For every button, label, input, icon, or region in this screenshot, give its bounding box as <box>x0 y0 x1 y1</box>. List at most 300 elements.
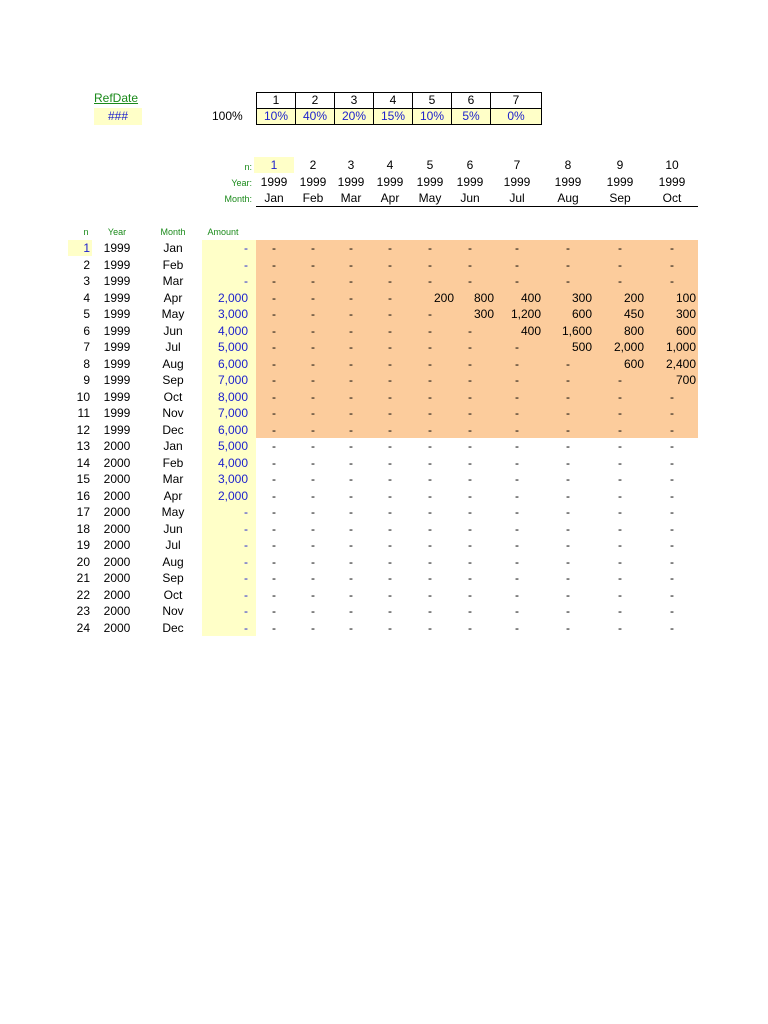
grid-cell: - <box>428 241 432 255</box>
grid-cell: - <box>468 472 472 486</box>
grid-cell: - <box>515 472 519 486</box>
header-col-n: 9 <box>616 158 624 172</box>
grid-cell: - <box>566 472 570 486</box>
weight-index: 4 <box>374 93 413 109</box>
row-amount-input[interactable]: - <box>244 620 248 635</box>
grid-cell: - <box>428 472 432 486</box>
grid-cell: - <box>349 389 353 404</box>
weight-index: 6 <box>452 93 491 109</box>
grid-cell: - <box>272 505 276 519</box>
header-col-month: Oct <box>662 191 682 205</box>
grid-cell: - <box>515 505 519 519</box>
header-col-year: 1999 <box>260 174 288 189</box>
row-month: Nov <box>162 406 184 420</box>
row-month: Apr <box>163 290 183 305</box>
weight-index: 5 <box>413 93 452 109</box>
grid-cell: 1,600 <box>561 323 592 338</box>
row-amount-input[interactable]: 4,000 <box>217 455 248 470</box>
row-n: 2 <box>83 257 90 272</box>
row-year: 2000 <box>103 505 131 519</box>
grid-cell: - <box>428 356 432 371</box>
grid-cell: - <box>428 587 432 602</box>
weight-percent-input[interactable]: 10% <box>257 109 296 125</box>
grid-cell: - <box>618 505 622 519</box>
grid-cell: - <box>468 505 472 519</box>
row-month: Nov <box>162 604 184 618</box>
grid-cell: - <box>428 604 432 618</box>
grid-cell: - <box>349 307 353 321</box>
grid-cell: - <box>515 587 519 602</box>
grid-cell: - <box>428 538 432 552</box>
grid-cell: - <box>468 538 472 552</box>
row-amount-input[interactable]: - <box>244 571 248 585</box>
row-n: 6 <box>83 323 90 338</box>
row-n: 5 <box>83 307 90 321</box>
grid-cell: - <box>515 257 519 272</box>
row-amount-input[interactable]: 6,000 <box>217 356 248 371</box>
grid-cell: 450 <box>623 307 644 321</box>
grid-cell: - <box>670 422 674 437</box>
header-col-year: 1999 <box>299 174 327 189</box>
grid-cell: - <box>468 620 472 635</box>
grid-cell: - <box>272 406 276 420</box>
weight-percent-input[interactable]: 15% <box>374 109 413 125</box>
grid-cell: - <box>349 241 353 255</box>
header-col-n: 2 <box>309 158 317 172</box>
row-n: 24 <box>76 620 90 635</box>
grid-cell: - <box>468 406 472 420</box>
grid-cell: - <box>272 472 276 486</box>
grid-cell: - <box>311 323 315 338</box>
grid-cell: - <box>388 488 392 503</box>
grid-cell: - <box>272 439 276 453</box>
grid-cell: - <box>618 521 622 536</box>
grid-cell: - <box>566 604 570 618</box>
header-col-year: 1999 <box>416 174 444 189</box>
grid-cell: - <box>468 373 472 387</box>
weight-percent-input[interactable]: 20% <box>335 109 374 125</box>
grid-cell: - <box>515 521 519 536</box>
grid-cell: - <box>311 340 315 354</box>
header-col-month: Aug <box>557 191 579 205</box>
grid-cell: - <box>311 505 315 519</box>
row-month: Jun <box>163 323 183 338</box>
row-year: 1999 <box>103 257 131 272</box>
weight-index: 2 <box>296 93 335 109</box>
grid-cell: 1,200 <box>510 307 541 321</box>
row-year: 2000 <box>103 538 131 552</box>
header-col-n: 6 <box>466 158 474 172</box>
weight-percent-input[interactable]: 40% <box>296 109 335 125</box>
grid-cell: - <box>311 439 315 453</box>
grid-cell: - <box>388 373 392 387</box>
row-month: May <box>161 505 185 519</box>
grid-cell: - <box>670 472 674 486</box>
row-month: Dec <box>162 422 184 437</box>
grid-cell: - <box>515 554 519 569</box>
grid-cell: - <box>618 554 622 569</box>
grid-cell: 600 <box>675 323 696 338</box>
grid-cell: - <box>349 274 353 288</box>
grid-cell: - <box>349 488 353 503</box>
grid-cell: - <box>428 521 432 536</box>
row-amount-input[interactable]: 5,000 <box>217 439 248 453</box>
grid-cell: - <box>272 422 276 437</box>
row-month: Oct <box>163 587 183 602</box>
row-n: 23 <box>76 604 90 618</box>
row-month: Sep <box>162 373 184 387</box>
header-col-n: 1 <box>254 157 294 173</box>
row-year: 1999 <box>103 406 131 420</box>
grid-cell: 500 <box>571 340 592 354</box>
grid-cell: - <box>272 554 276 569</box>
grid-cell: - <box>468 604 472 618</box>
grid-cell: 300 <box>675 307 696 321</box>
grid-cell: - <box>388 604 392 618</box>
grid-cell: - <box>428 389 432 404</box>
header-year-label: Year: <box>231 178 252 188</box>
row-month: Jul <box>165 538 181 552</box>
row-month: Mar <box>162 472 184 486</box>
row-amount-input[interactable]: 3,000 <box>217 307 248 321</box>
grid-cell: - <box>311 274 315 288</box>
grid-cell: - <box>428 571 432 585</box>
row-amount-input[interactable]: 7,000 <box>217 406 248 420</box>
grid-cell: - <box>388 340 392 354</box>
header-col-n: 8 <box>564 158 572 172</box>
row-amount-input[interactable]: 7,000 <box>217 373 248 387</box>
row-year: 2000 <box>103 488 131 503</box>
grid-cell: - <box>566 587 570 602</box>
row-year: 2000 <box>103 439 131 453</box>
grid-cell: - <box>349 521 353 536</box>
grid-cell: - <box>468 323 472 338</box>
col-header-amount: Amount <box>207 227 239 237</box>
header-month-label: Month: <box>224 194 252 204</box>
grid-cell: - <box>388 257 392 272</box>
row-amount-input[interactable]: - <box>244 554 248 569</box>
grid-cell: - <box>272 373 276 387</box>
grid-cell: - <box>468 356 472 371</box>
row-year: 1999 <box>103 340 131 354</box>
grid-cell: - <box>670 521 674 536</box>
row-amount-input[interactable]: 6,000 <box>217 422 248 437</box>
row-year: 1999 <box>103 274 131 288</box>
grid-cell: - <box>272 307 276 321</box>
grid-cell: - <box>311 257 315 272</box>
grid-cell: 800 <box>623 323 644 338</box>
grid-cell: - <box>515 373 519 387</box>
grid-cell: - <box>468 340 472 354</box>
grid-cell: 600 <box>571 307 592 321</box>
grid-cell: - <box>272 290 276 305</box>
grid-cell: - <box>515 604 519 618</box>
header-col-year: 1999 <box>337 174 365 189</box>
grid-cell: - <box>515 406 519 420</box>
grid-cell: - <box>670 554 674 569</box>
grid-cell: - <box>468 241 472 255</box>
grid-cell: - <box>468 571 472 585</box>
grid-cell: - <box>311 307 315 321</box>
grid-cell: - <box>311 373 315 387</box>
grid-cell: - <box>428 620 432 635</box>
grid-cell: - <box>311 521 315 536</box>
grid-cell: - <box>468 439 472 453</box>
grid-cell: - <box>670 505 674 519</box>
grid-cell: - <box>566 389 570 404</box>
grid-cell: - <box>311 422 315 437</box>
grid-cell: 400 <box>520 323 541 338</box>
grid-cell: - <box>566 356 570 371</box>
grid-cell: - <box>428 554 432 569</box>
weight-percent-input[interactable]: 5% <box>452 109 491 125</box>
grid-cell: - <box>515 439 519 453</box>
grid-cell: - <box>388 587 392 602</box>
grid-cell: - <box>388 241 392 255</box>
row-n: 1 <box>83 241 90 255</box>
grid-cell: - <box>618 455 622 470</box>
grid-cell: - <box>670 455 674 470</box>
grid-cell: 200 <box>623 290 644 305</box>
row-month: Mar <box>162 274 184 288</box>
header-col-n: 7 <box>513 158 521 172</box>
grid-cell: - <box>428 323 432 338</box>
row-amount-input[interactable]: 5,000 <box>217 340 248 354</box>
grid-cell: 300 <box>473 307 494 321</box>
grid-cell: - <box>388 307 392 321</box>
row-amount-input[interactable]: - <box>244 241 248 255</box>
grid-cell: - <box>670 257 674 272</box>
grid-cell: - <box>349 340 353 354</box>
row-amount-input[interactable]: 8,000 <box>217 389 248 404</box>
row-amount-input[interactable]: - <box>244 604 248 618</box>
grid-cell: - <box>349 505 353 519</box>
header-underline <box>256 206 698 207</box>
grid-cell: 1,000 <box>665 340 696 354</box>
row-n: 14 <box>76 455 90 470</box>
grid-cell: - <box>388 274 392 288</box>
grid-cell: - <box>670 389 674 404</box>
row-year: 2000 <box>103 587 131 602</box>
grid-cell: - <box>566 373 570 387</box>
row-month: Jan <box>163 241 183 255</box>
grid-cell: 800 <box>473 290 494 305</box>
grid-cell: - <box>311 455 315 470</box>
row-n: 7 <box>83 340 90 354</box>
grid-cell: - <box>311 290 315 305</box>
grid-cell: - <box>311 538 315 552</box>
grid-cell: - <box>468 274 472 288</box>
row-amount-input[interactable]: 4,000 <box>217 323 248 338</box>
grid-cell: - <box>272 571 276 585</box>
grid-cell: - <box>618 373 622 387</box>
grid-cell: - <box>670 274 674 288</box>
grid-cell: - <box>618 538 622 552</box>
grid-cell: - <box>388 455 392 470</box>
grid-cell: - <box>566 455 570 470</box>
grid-cell: - <box>349 554 353 569</box>
grid-cell: - <box>670 571 674 585</box>
row-year: 1999 <box>103 307 131 321</box>
refdate-value-cell[interactable]: ### <box>94 108 142 125</box>
grid-cell: - <box>311 241 315 255</box>
row-year: 1999 <box>103 389 131 404</box>
row-n: 11 <box>77 406 90 420</box>
grid-cell: - <box>388 290 392 305</box>
row-year: 1999 <box>103 356 131 371</box>
grid-cell: - <box>428 422 432 437</box>
header-col-month: Jul <box>509 191 525 205</box>
grid-cell: - <box>311 604 315 618</box>
row-month: Feb <box>162 455 184 470</box>
weight-percent-input[interactable]: 10% <box>413 109 452 125</box>
grid-cell: 200 <box>433 290 454 305</box>
grid-cell: - <box>428 274 432 288</box>
row-amount-input[interactable]: - <box>244 505 248 519</box>
grid-cell: - <box>618 571 622 585</box>
grid-cell: - <box>349 587 353 602</box>
grid-cell: - <box>272 488 276 503</box>
grid-cell: - <box>618 406 622 420</box>
col-header-n: n <box>83 227 89 237</box>
grid-cell: - <box>566 554 570 569</box>
grid-cell: - <box>670 587 674 602</box>
grid-cell: - <box>618 422 622 437</box>
row-amount-input[interactable]: 3,000 <box>217 472 248 486</box>
grid-cell: - <box>428 455 432 470</box>
row-n: 9 <box>83 373 90 387</box>
row-year: 2000 <box>103 571 131 585</box>
total-percent: 100% <box>212 109 243 123</box>
grid-cell: - <box>349 373 353 387</box>
grid-cell: - <box>670 406 674 420</box>
grid-cell: - <box>428 257 432 272</box>
grid-cell: - <box>428 307 432 321</box>
grid-cell: - <box>388 472 392 486</box>
weight-index: 7 <box>491 93 542 109</box>
grid-cell: - <box>618 389 622 404</box>
grid-cell: - <box>272 340 276 354</box>
grid-cell: - <box>468 554 472 569</box>
grid-cell: - <box>618 604 622 618</box>
grid-cell: - <box>566 422 570 437</box>
grid-cell: - <box>272 257 276 272</box>
row-amount-input[interactable]: - <box>244 521 248 536</box>
row-n: 4 <box>83 290 90 305</box>
grid-cell: - <box>515 538 519 552</box>
grid-cell: - <box>272 356 276 371</box>
grid-cell: - <box>566 505 570 519</box>
row-amount-input[interactable]: 2,000 <box>217 290 248 305</box>
row-year: 2000 <box>103 472 131 486</box>
row-amount-input[interactable]: - <box>244 587 248 602</box>
grid-cell: - <box>515 571 519 585</box>
weight-percent-input[interactable]: 0% <box>491 109 542 125</box>
grid-cell: - <box>388 323 392 338</box>
row-year: 1999 <box>103 241 131 255</box>
grid-cell: - <box>388 389 392 404</box>
row-month: Dec <box>162 620 184 635</box>
grid-cell: - <box>349 455 353 470</box>
grid-cell: - <box>349 604 353 618</box>
grid-cell: - <box>311 620 315 635</box>
row-month: Apr <box>163 488 183 503</box>
grid-cell: - <box>349 290 353 305</box>
grid-cell: - <box>311 389 315 404</box>
grid-cell: - <box>388 521 392 536</box>
row-month: Aug <box>162 554 184 569</box>
row-n: 12 <box>76 422 90 437</box>
col-header-year: Year <box>107 227 127 237</box>
grid-cell: - <box>349 472 353 486</box>
row-n: 10 <box>76 389 90 404</box>
grid-cell: - <box>618 241 622 255</box>
grid-cell: 700 <box>675 373 696 387</box>
row-amount-input[interactable]: - <box>244 274 248 288</box>
header-n-label: n: <box>244 162 252 172</box>
grid-cell: - <box>349 620 353 635</box>
grid-cell: - <box>566 571 570 585</box>
row-month: May <box>161 307 185 321</box>
grid-cell: - <box>515 241 519 255</box>
grid-cell: - <box>670 241 674 255</box>
grid-cell: - <box>349 356 353 371</box>
grid-cell: - <box>388 620 392 635</box>
row-n: 22 <box>76 587 90 602</box>
grid-cell: - <box>468 257 472 272</box>
header-col-month: Mar <box>340 191 362 205</box>
grid-cell: - <box>428 373 432 387</box>
grid-cell: - <box>311 571 315 585</box>
row-amount-input[interactable]: 2,000 <box>217 488 248 503</box>
row-n: 15 <box>76 472 90 486</box>
refdate-label[interactable]: RefDate <box>94 91 139 105</box>
grid-cell: - <box>388 439 392 453</box>
grid-cell: - <box>670 620 674 635</box>
grid-cell: - <box>515 356 519 371</box>
grid-cell: - <box>428 340 432 354</box>
grid-cell: - <box>618 472 622 486</box>
grid-cell: - <box>515 488 519 503</box>
grid-cell: - <box>311 406 315 420</box>
header-col-month: Sep <box>609 191 631 205</box>
grid-cell: - <box>618 620 622 635</box>
grid-cell: - <box>670 439 674 453</box>
row-year: 1999 <box>103 290 131 305</box>
grid-cell: - <box>428 406 432 420</box>
row-month: Sep <box>162 571 184 585</box>
grid-cell: - <box>618 587 622 602</box>
row-n: 17 <box>76 505 90 519</box>
grid-cell: - <box>311 356 315 371</box>
row-month: Jan <box>163 439 183 453</box>
grid-cell: - <box>515 620 519 635</box>
grid-cell: - <box>272 274 276 288</box>
grid-cell: - <box>388 505 392 519</box>
grid-cell: - <box>428 505 432 519</box>
grid-cell: - <box>618 439 622 453</box>
grid-cell: - <box>388 538 392 552</box>
row-month: Jul <box>165 340 181 354</box>
row-amount-input[interactable]: - <box>244 538 248 552</box>
header-col-n: 3 <box>347 158 355 172</box>
grid-cell: - <box>618 274 622 288</box>
row-year: 2000 <box>103 620 131 635</box>
grid-cell: - <box>311 587 315 602</box>
row-year: 2000 <box>103 554 131 569</box>
row-amount-input[interactable]: - <box>244 257 248 272</box>
header-col-year: 1999 <box>606 174 634 189</box>
